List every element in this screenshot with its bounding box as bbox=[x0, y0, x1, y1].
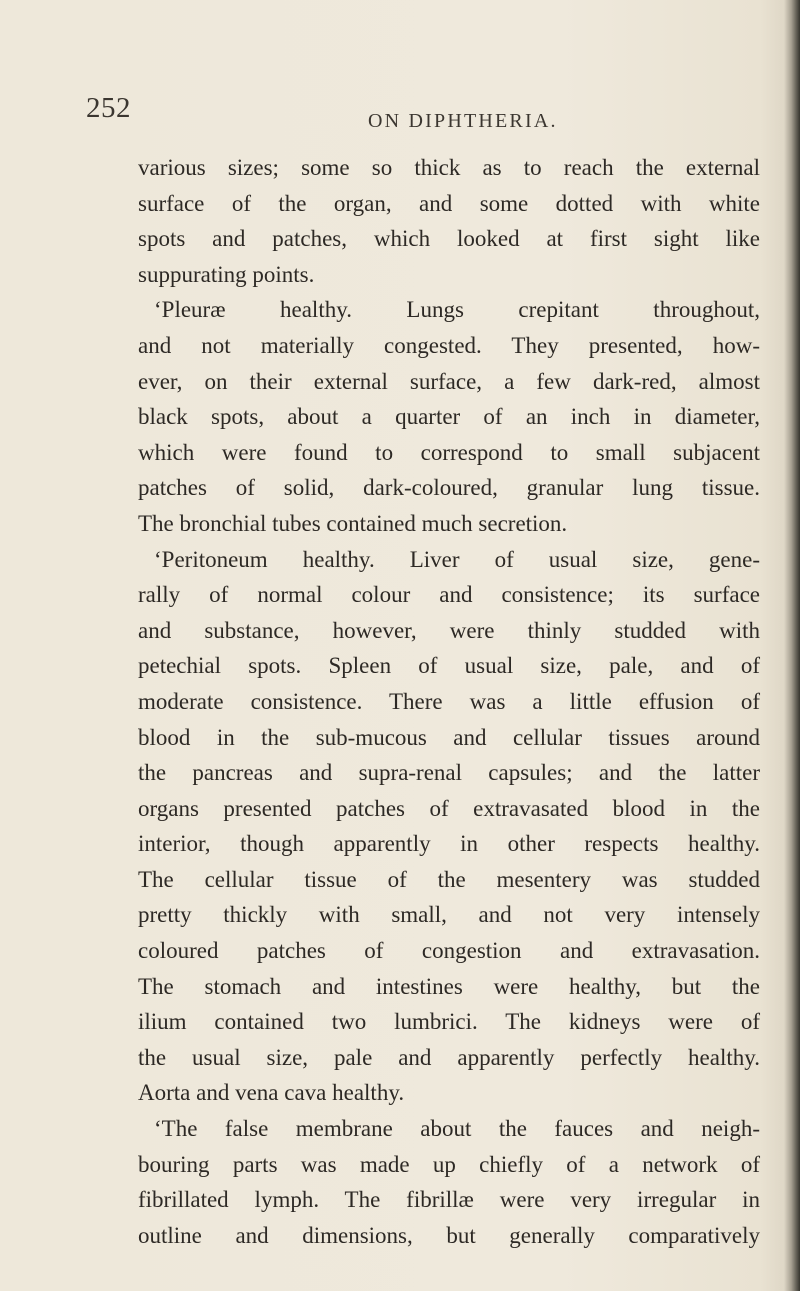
text-line: petechial spots. Spleen of usual size, pale, and of bbox=[138, 653, 760, 679]
text-line: surface of the organ, and some dotted with white bbox=[138, 190, 760, 216]
text-line: the usual size, pale and apparently perfectly healthy. bbox=[138, 1044, 760, 1070]
text-line: coloured patches of congestion and extravasation. bbox=[138, 938, 760, 964]
text-line: blood in the sub-mucous and cellular tissues around bbox=[138, 724, 760, 750]
running-title: ON DIPHTHERIA. bbox=[368, 110, 558, 132]
paragraph-start-line: ‘Pleuræ healthy. Lungs crepitant throughout, bbox=[154, 297, 760, 323]
text-line: interior, though apparently in other respects healthy. bbox=[138, 831, 760, 857]
text-line: spots and patches, which looked at first sight like bbox=[138, 226, 760, 252]
paragraph-start-line: ‘The false membrane about the fauces and neigh- bbox=[154, 1116, 760, 1142]
paragraph-start-line: ‘Peritoneum healthy. Liver of usual size, gene- bbox=[154, 546, 760, 572]
text-line: which were found to correspond to small subjacent bbox=[138, 439, 760, 465]
text-line: and substance, however, were thinly studded with bbox=[138, 617, 760, 643]
body-text bbox=[138, 150, 778, 1253]
text-line: bouring parts was made up chiefly of a network of bbox=[138, 1151, 760, 1177]
text-line: fibrillated lymph. The fibrillæ were very irregular in bbox=[138, 1187, 760, 1213]
text-line: The cellular tissue of the mesentery was studded bbox=[138, 866, 760, 892]
text-line: outline and dimensions, but generally comparatively bbox=[138, 1222, 760, 1248]
text-line: The bronchial tubes contained much secretion. bbox=[138, 510, 568, 536]
text-line: organs presented patches of extravasated blood in the bbox=[138, 795, 760, 821]
text-line: black spots, about a quarter of an inch in diameter, bbox=[138, 404, 760, 430]
text-line: and not materially congested. They presented, how- bbox=[138, 332, 760, 358]
text-line: various sizes; some so thick as to reach the external bbox=[138, 155, 760, 180]
page-number: 252 bbox=[86, 92, 131, 124]
text-line: rally of normal colour and consistence; its surface bbox=[138, 582, 760, 608]
text-line: moderate consistence. There was a little effusion of bbox=[138, 688, 760, 714]
text-line: ever, on their external surface, a few dark-red, almost bbox=[138, 368, 760, 394]
text-line: Aorta and vena cava healthy. bbox=[138, 1080, 405, 1106]
text-line: patches of solid, dark-coloured, granular lung tissue. bbox=[138, 475, 760, 501]
text-line: The stomach and intestines were healthy, but the bbox=[138, 973, 760, 999]
text-line: ilium contained two lumbrici. The kidneys were of bbox=[138, 1009, 760, 1035]
page-edge-shadow bbox=[784, 0, 800, 1291]
text-line: the pancreas and supra-renal capsules; and the latter bbox=[138, 760, 760, 786]
text-line: suppurating points. bbox=[138, 261, 315, 287]
text-line: pretty thickly with small, and not very intensely bbox=[138, 902, 760, 928]
